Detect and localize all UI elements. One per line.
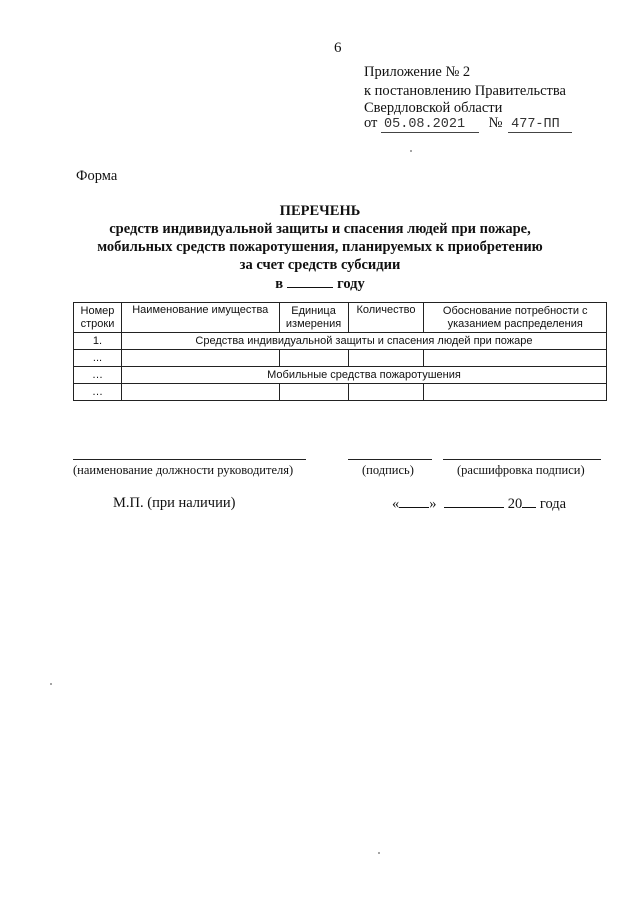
appendix-line-3: Свердловской области [364,100,503,116]
property-list-table [73,302,607,401]
position-caption: (наименование должности руководителя) [73,463,294,477]
position-signature-line [73,459,306,460]
table-header-row [74,303,607,333]
section-title-ppe: Средства индивидуальной защиты и спасения людей при пожаре [121,333,606,350]
table-row [74,384,607,401]
month-blank [444,495,504,508]
section-title-mobile: Мобильные средства пожаротушения [121,367,606,384]
year-prefix: в [275,276,284,292]
row-number: … [74,367,122,384]
page-number: 6 [334,40,342,56]
year-blank-short [522,495,536,508]
signature-line [348,459,432,460]
row-number: … [74,384,122,401]
date-line: « » 20 года [392,496,567,512]
number-label: № [488,115,503,131]
day-blank [399,495,429,508]
header-unit: Единица измерения [279,303,348,333]
header-property-name: Наименование имущества [121,303,279,333]
document-heading: ПЕРЕЧЕНЬ [279,203,361,219]
scan-speck [378,852,380,854]
appendix-line-2: к постановлению Правительства [364,83,566,99]
appendix-line-1: Приложение № 2 [364,64,471,80]
resolution-date: 05.08.2021 [381,117,479,133]
title-year-line [0,275,640,293]
form-label: Форма [76,168,118,184]
table-row [74,350,607,367]
scan-speck [410,150,412,152]
from-label: от [364,115,378,131]
title-line-2: мобильных средств пожаротушения, планируемых к приобретению [97,239,543,255]
decoding-caption: (расшифровка подписи) [457,463,585,477]
title-line-1: средств индивидуальной защиты и спасения людей при пожаре, [109,221,531,237]
signature-caption: (подпись) [362,463,414,477]
header-row-number: Номер строки [74,303,122,333]
appendix-registration [364,115,572,133]
header-justification: Обоснование потребности с указанием распределения [424,303,607,333]
table-row [74,367,607,384]
year-blank [287,275,333,288]
scan-speck [50,683,52,685]
row-number: ... [74,350,122,367]
row-number: 1. [74,333,122,350]
title-line-3: за счет средств субсидии [239,257,401,273]
resolution-number: 477-ПП [508,117,572,133]
decoding-signature-line [443,459,601,460]
year-suffix: году [337,276,365,292]
stamp-label: М.П. (при наличии) [113,495,236,511]
table-row [74,333,607,350]
header-quantity: Количество [348,303,424,333]
